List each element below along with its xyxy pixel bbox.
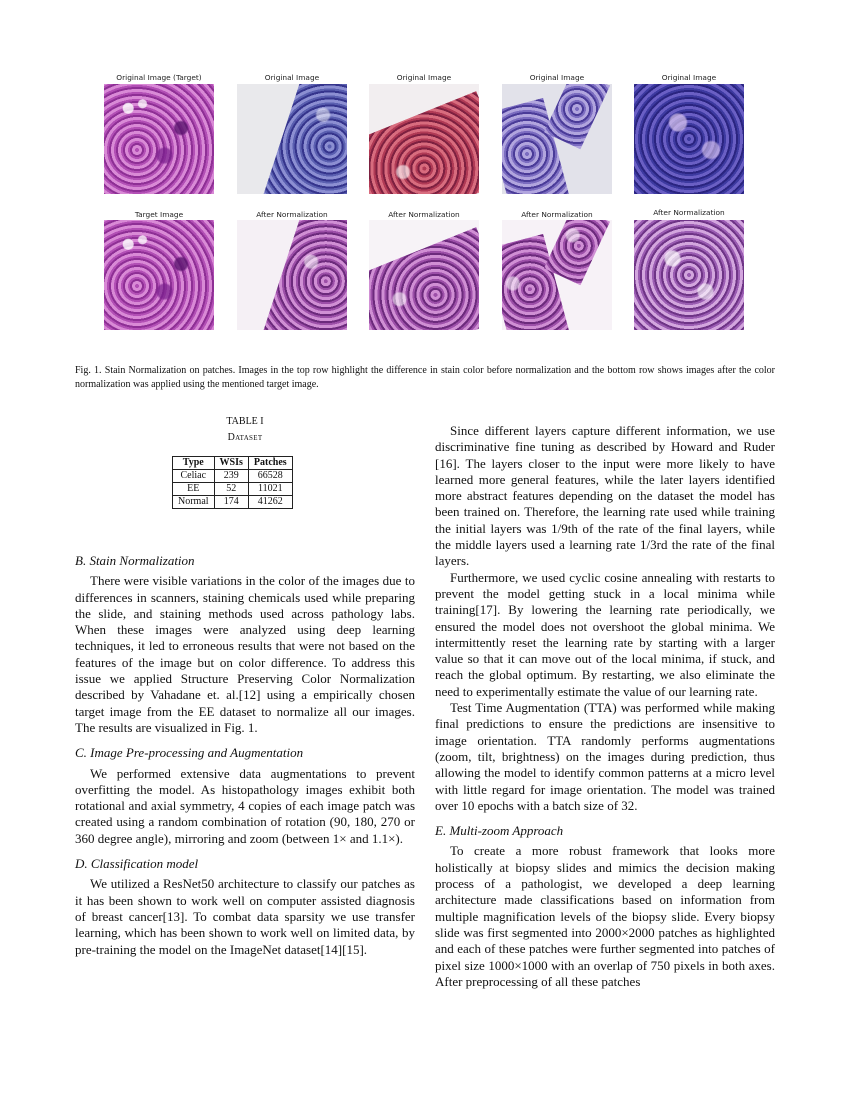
panel-title: After Normalization [256, 210, 328, 219]
tissue-image-normalized-1 [237, 220, 347, 330]
section-heading: E. Multi-zoom Approach [435, 823, 564, 839]
table-cell: 11021 [248, 483, 292, 496]
paragraph: We performed extensive data augmentations to prevent overfitting the model. As histopathology images exhibit both rotational and axial symmetry, 4 copies of each image patch was created using a random combination of rotation (90, 180, 270 or 360 degree angle), mirroring and zoom (between 1× and 1.1×). [75, 765, 415, 846]
paragraph: There were visible variations in the color of the images due to differences in scanners, staining chemicals used while preparing the slide, and staining methods used across pathology labs. When these images were analyzed using deep learning techniques, it led to erroneous results that were not based on the features of the image but on color difference. To address this issue we applied Structure Preserving Color Normalization described by Vahadane et. al.[12] using a empirically chosen target image from the EE dataset to normalize all our images. The results are visualized in Fig. 1. [75, 573, 415, 735]
tissue-image-normalized-2 [369, 220, 479, 330]
table-cell: 66528 [248, 470, 292, 483]
tissue-image-original-blue [237, 84, 347, 194]
table-header-row [173, 457, 293, 470]
dataset-table [172, 456, 293, 509]
table-cell: EE [173, 483, 215, 496]
table-row [173, 470, 293, 483]
figure-caption: Fig. 1. Stain Normalization on patches. Images in the top row highlight the difference in stain color before normalization and the bottom row shows images after the color normalization was applied using the mentioned target image. [75, 365, 775, 390]
paragraph: Since different layers capture different information, we use discriminative fine tuning as described by Howard and Ruder [16]. The layers closer to the input were more likely to have learned more general features, while the later layers identified more abstract features depending on the dataset the model has been trained on. Therefore, the learning rate used while training the initial layers was 1/9th of the rate of the final layers, while the middle layers used a learning rate 1/3rd the rate of the final layers. [435, 423, 775, 569]
table-header-cell: Type [173, 457, 215, 470]
tissue-image-normalized-4 [634, 220, 744, 330]
tissue-image-original-red [369, 84, 479, 194]
tissue-image-target-normalized [104, 220, 214, 330]
paragraph: Furthermore, we used cyclic cosine annealing with restarts to prevent the model getting stuck in a local minima while training[17]. By lowering the learning rate periodically, we ensured the model does not overshoot the global minima. We intermittently reset the learning rate by starting with a larger value so that it can move out of the local minima, if stuck, and reach the global optimum. By restarting, we also eliminate the need to experimentally estimate the value of our learning rate. [435, 569, 775, 699]
table-row [173, 496, 293, 509]
table-name: Dataset [227, 432, 263, 443]
table-label: TABLE I [226, 416, 264, 427]
table-row [173, 483, 293, 496]
tissue-image-target [104, 84, 214, 194]
panel-title: Original Image [661, 73, 717, 82]
panel-title: After Normalization [653, 208, 725, 217]
section-heading: D. Classification model [75, 856, 199, 872]
table-header-cell: WSIs [214, 457, 248, 470]
paragraph: To create a more robust framework that looks more holistically at biopsy slides and mimics the decision making process of a pathologist, we developed a deep learning architecture made classifications based on information from multiple magnification levels of the biopsy slide. Every biopsy slide was first segmented into 2000×2000 patches as highlighted and each of these patches were further segmented into patches of pixel size 1000×1000 with an overlap of 750 pixels in both axes. After preprocessing of all these patches [435, 843, 775, 989]
panel-title: After Normalization [521, 210, 593, 219]
table-cell: 239 [214, 470, 248, 483]
left-column [75, 553, 415, 958]
section-heading: B. Stain Normalization [75, 553, 195, 568]
panel-title: After Normalization [388, 210, 460, 219]
panel-title: Original Image [529, 73, 585, 82]
paragraph: Test Time Augmentation (TTA) was performed while making final predictions to ensure the predictions are insensitive to image orientation. TTA randomly performs augmentations (zoom, tilt, brightness) on the images during prediction, thus allowing the model to identify common patterns at a micro level with little regard for image orientation. The model was trained over 10 epochs with a batch size of 32. [435, 700, 775, 813]
table-header-cell: Patches [248, 457, 292, 470]
panel-title: Target Image [134, 210, 184, 219]
table-cell: 41262 [248, 496, 292, 509]
tissue-image-original-deep [634, 84, 744, 194]
table-cell: 52 [214, 483, 248, 496]
panel-title: Original Image [396, 73, 452, 82]
tissue-image-normalized-3 [502, 220, 612, 330]
table-cell: 174 [214, 496, 248, 509]
table-cell: Normal [173, 496, 215, 509]
section-heading: C. Image Pre-processing and Augmentation [75, 745, 304, 761]
tissue-image-original-bluepurple [502, 84, 612, 194]
panel-title: Original Image (Target) [116, 73, 202, 82]
table-cell: Celiac [173, 470, 215, 483]
paragraph: We utilized a ResNet50 architecture to classify our patches as it has been shown to work well on computer assisted diagnosis of breast cancer[13]. To combat data sparsity we use transfer learning, which has been shown to work well on limited data, by pre-training the model on the ImageNet dataset[14][15]. [75, 876, 415, 957]
panel-title: Original Image [264, 73, 320, 82]
right-column [435, 423, 775, 990]
